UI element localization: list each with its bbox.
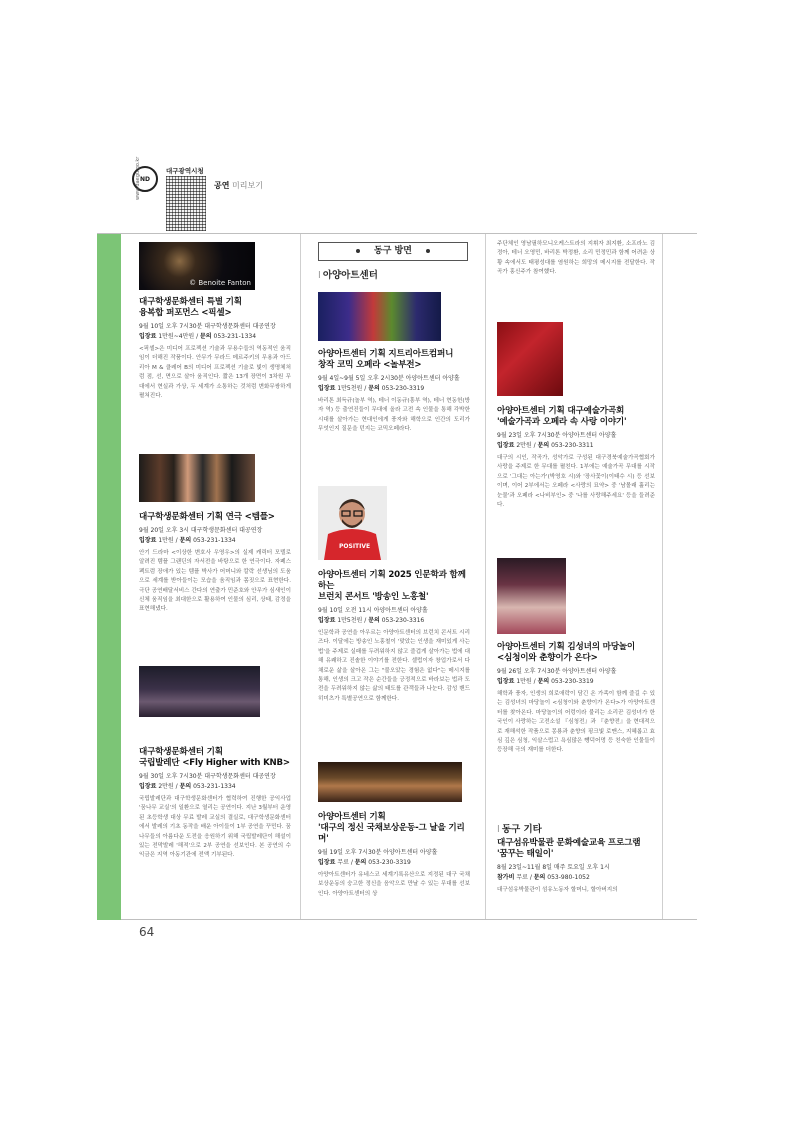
title-line: 아양아트센터 기획 지트리아트컴퍼니: [318, 349, 454, 359]
bullet-icon: [426, 249, 430, 253]
price-label: 입장료: [318, 858, 336, 866]
section-box-label: 동구 방면: [374, 246, 412, 256]
section-box-dong-gu: [318, 242, 468, 261]
article-date: 9월 4일~9월 5일 오후 2시30분 아양아트센터 아양홀: [318, 375, 460, 382]
article-price: 입장료 1만5천원 / 문의 053-230-3319: [318, 384, 425, 392]
subhead-ayang: [318, 267, 378, 281]
price-label: 입장료: [318, 616, 336, 624]
subhead-donggu-etc: [497, 821, 542, 835]
section-title-bold: 공연: [214, 181, 230, 190]
article-date: 9월 10일 오전 11시 아양아트센터 아양홀: [318, 607, 428, 614]
logo-text: ND: [139, 175, 150, 183]
shirt-text: POSITIVE: [339, 543, 371, 550]
article-price: 입장료 1만원 / 문의 053-231-1334: [139, 536, 236, 544]
contact-label: 문의: [537, 441, 550, 449]
title-line: 창작 코믹 오페라 <놀부전>: [318, 360, 422, 370]
web-url: www.daegu.go.kr: [135, 156, 141, 200]
article-title: [318, 349, 470, 371]
price-value: 1만5천원: [337, 384, 363, 392]
article-art-song: [497, 322, 655, 510]
contact-label: 문의: [368, 384, 380, 392]
article-date: 9월 20일 오후 3시 대구학생문화센터 대공연장: [139, 527, 263, 534]
article-description: <픽셀>은 미디어 프로젝션 기술과 무용수들의 역동적인 움직임이 더해진 작품이다. 안무가 무라드 메르주키의 무용과 아드리아 M & 클레어 B의 미디어 프로젝션 기술로 빛이 생명체처럼 점, 선, 면으로 살아 움직인다. 짧은 13개 장면이 3차원 무대에서 현실과 가상, 두 세계가 소통하는 것처럼 변화무쌍하게 펼쳐진다.: [139, 346, 291, 400]
article-title: [139, 512, 291, 523]
article-description: 국립발레단과 대구학생문화센터가 협력하여 진행한 공익사업 '꿈나무 교실'의 일환으로 열리는 공연이다. 지난 3월부터 운영된 초등학생 대상 무료 발레 교실의 결실로, 대구학생문화센터에서 발레의 기초 동작을 배운 아이들이 1부 공연을 꾸민다. 꿈나무들의 아름다운 도전을 응원하기 위해 국립발레단이 해설이 있는 전막발레 '해적'으로 2부 공연을 선보인다. 본 공연의 수익금은 지역 아동기관에 전액 기부된다.: [139, 796, 291, 859]
title-line: 대구학생문화센터 기획 연극 <템플>: [139, 512, 275, 522]
title-line: 대구학생문화센터 기획: [139, 747, 223, 757]
green-side-bar-lower: [97, 520, 121, 920]
contact-value: 053-231-1334: [193, 782, 236, 790]
photo-poster: [497, 322, 563, 396]
price-value: 1만원: [516, 677, 532, 685]
article-title: [497, 838, 655, 860]
price-value: 1만원: [158, 536, 174, 544]
article-title: [139, 297, 291, 319]
article-price: 입장료 무료 / 문의 053-230-3319: [318, 858, 411, 866]
article-price: 입장료 2만원 / 문의 053-230-3311: [497, 441, 594, 449]
photo-temple-play: [139, 454, 255, 502]
contact-label: 문의: [533, 873, 546, 881]
price-value: 2만원: [158, 782, 174, 790]
article-date: 9월 23일 오후 7시30분 아양아트센터 아양홀: [497, 432, 617, 439]
bar-icon: I: [318, 270, 321, 281]
article-price: 참가비 무료 / 문의 053-980-1052: [497, 873, 590, 881]
title-line: 아양아트센터 기획 2025 인문학과 함께하는: [318, 570, 466, 591]
contact-value: 053-230-3319: [551, 677, 594, 685]
footer-divider: [121, 919, 697, 920]
article-date: 9월 26일 오후 7시30분 아양아트센터 아양홀: [497, 668, 617, 675]
article-title: [497, 406, 655, 428]
green-side-bar: [97, 234, 121, 520]
article-date: 8월 23일~11월 8일 매주 토요일 오후 1시: [497, 864, 610, 871]
photo-orchestra: [318, 762, 462, 802]
title-line: '예술가곡과 오페라 속 사랑 이야기': [497, 417, 627, 427]
contact-value: 053-231-1334: [193, 536, 236, 544]
article-description: 아양아트센터가 유네스코 세계기록유산으로 지정된 대구 국채보상운동의 숭고한 정신을 음악으로 만날 수 있는 무대를 선보인다. 아양아트센터의 상: [318, 872, 470, 897]
continued-text: [497, 240, 655, 278]
city-name: 대구광역시청: [166, 167, 204, 175]
price-label: 입장료: [497, 677, 515, 685]
article-description: 주단체인 영남필하모니오케스트라의 지휘자 최지환, 소프라노 김정아, 테너 오영민, 바리톤 박정환, 소리 민정민과 함께 어려운 상황 속에서도 태평성대를 염원하는 희망의 메시지를 전달한다. 작곡가 홍신주가 참여했다.: [497, 241, 655, 276]
contact-value: 053-980-1052: [547, 873, 590, 881]
price-label: 입장료: [139, 782, 157, 790]
section-title-light: 미리보기: [232, 181, 263, 190]
price-value: 무료: [337, 858, 349, 866]
article-description: 해학과 풍자, 인생의 희로애락이 담긴 온 가족이 함께 즐길 수 있는 김성녀의 마당놀이 <심청이와 춘향이가 온다>가 아양아트센터를 찾아온다. 마당놀이의 어렁이라 불리는 소리꾼 김성녀가 한국인이 사랑하는 고전소설 『심청전』과 『춘향전』을 현대적으로 재해석한 작품으로 몽룡과 춘향의 핑크빛 로맨스, 지혜롭고 효심 깊은 심청, 익살스럽고 욕심많은 뺑덕어멍 등 친숙한 인물들이 등장해 극의 재미를 더한다.: [497, 691, 655, 754]
title-line: 대구섬유박물관 문화예술교육 프로그램: [497, 838, 641, 848]
contact-label: 문의: [179, 782, 192, 790]
title-line: 융복합 퍼포먼스 <픽셀>: [139, 308, 232, 318]
article-date: 9월 10일 오후 7시30분 대구학생문화센터 대공연장: [139, 323, 276, 330]
qr-code-icon: [166, 176, 206, 231]
article-description: 대구의 시인, 작곡가, 성악가로 구성된 대구경북예술가곡협회가 사랑을 주제로 한 무대를 펼친다. 1부에는 예술가곡 무대를 시작으로 '그대는 아는가'(박영호 시)와 '장사꽃이(이태수 시) 등 선보이며, 이어 2부에서는 오페라 <사랑의 묘약> 중 '남몰래 흘리는 눈물'과 오페라 <나비부인> 중 '나를 사랑해주세요' 등을 들려준다.: [497, 455, 655, 509]
price-value: 2만원: [516, 441, 532, 449]
article-temple: [139, 454, 291, 615]
article-title: [318, 812, 470, 845]
column-divider-1: [300, 234, 301, 919]
price-value: 1만원~4만원: [158, 332, 195, 340]
contact-value: 053-230-3316: [381, 616, 425, 624]
photo-ballet: [139, 666, 260, 717]
photo-comic-opera: [318, 292, 441, 341]
title-line: 브런치 콘서트 '방송인 노홍철': [318, 592, 429, 602]
title-line: 아양아트센터 기획: [318, 812, 386, 822]
article-brunch-concert: [318, 486, 470, 704]
article-price: 입장료 1만원 / 문의 053-230-3319: [497, 677, 594, 685]
article-title: [318, 570, 470, 603]
contact-label: 문의: [368, 616, 380, 624]
person-illustration: [318, 486, 387, 560]
article-textile-museum: [497, 838, 655, 895]
price-value: 1만5천원: [337, 616, 363, 624]
article-madang: [497, 558, 655, 756]
article-title: [497, 642, 655, 664]
price-label: 입장료: [139, 332, 157, 340]
title-line: 아양아트센터 기획 김성녀의 마당놀이: [497, 642, 636, 652]
photo-noh-hong-chul: [318, 486, 387, 560]
bullet-icon: [356, 249, 360, 253]
column-divider-3: [662, 234, 663, 919]
article-price: 입장료 2만원 / 문의 053-231-1334: [139, 782, 236, 790]
bar-icon: I: [497, 824, 500, 835]
contact-value: 053-231-1334: [213, 332, 257, 340]
title-line: '대구의 정신 국채보상운동-그 날을 기리며': [318, 823, 465, 844]
article-price: 입장료 1만원~4만원 / 문의 053-231-1334: [139, 332, 257, 340]
price-label: 입장료: [139, 536, 157, 544]
contact-label: 문의: [537, 677, 550, 685]
photo-credit: © Benoite Fanton: [189, 279, 251, 287]
article-pixel: [139, 242, 291, 401]
article-title: [139, 747, 291, 769]
article-description: 인문학과 공연을 아우르는 아양아트센터의 브런치 콘서트 시리즈다. 이달에는 방송인 노홍철이 '맞았는 인생을 재미있게 사는 법'을 주제로 실패를 두려워하지 않고 즐겁게 살아가는 법에 대해 유쾌하고 진솔한 이야기를 전한다. 셀럽이자 창업가로서 다채로운 삶을 살아온 그는 "불오았는 경험은 없다"는 메시지를 통해, 인생의 크고 작은 순간들을 긍정적으로 바라보는 법과 도전을 두려워하지 않는 삶의 태도를 관객들과 나눈다. 감성 밴드 히미츠가 특별공연으로 함께한다.: [318, 630, 470, 702]
article-description: 안기 드라마 <이상한 변호사 우영우>의 실제 캐릭터 모델로 알려진 템플 그랜딘의 자서전을 바탕으로 한 연극이다. 자폐스펙트럼 장애가 있는 템플 박사가 어머니와 칼락 선생님의 도움으로 세계를 받아들이는 모습을 움직임과 몸짓으로 표현한다. 극단 공연배달서비스 간다의 연출가 민준호와 안무가 심새인이 신체 움직임을 최대한으로 활용하여 인물의 심리, 상태, 감정을 표현해냈다.: [139, 550, 291, 613]
column-divider-2: [485, 234, 486, 919]
title-line: 국립발레단 <Fly Higher with KNB>: [139, 758, 290, 768]
page-number: 64: [139, 925, 155, 939]
price-value: 무료: [516, 873, 528, 881]
contact-label: 문의: [179, 536, 192, 544]
article-date: 9월 19일 오후 7시30분 아양아트센터 아양홀: [318, 849, 438, 856]
title-line: 대구학생문화센터 특별 기획: [139, 297, 242, 307]
article-knb: [139, 666, 291, 861]
article-date: 9월 30일 오후 7시30분 대구학생문화센터 대공연장: [139, 773, 276, 780]
photo-madangnori: [497, 558, 566, 634]
title-line: <심청이와 춘향이가 온다>: [497, 653, 598, 663]
subhead-label: 동구 기타: [501, 824, 542, 835]
article-description: 대구섬유박물관이 섬유노동자 할머니, 할아버지의: [497, 887, 618, 893]
price-label: 입장료: [318, 384, 336, 392]
photo-pixel-performance: [139, 242, 255, 290]
contact-label: 문의: [200, 332, 212, 340]
contact-value: 053-230-3319: [368, 858, 411, 866]
title-line: '꿈꾸는 태일이': [497, 849, 554, 859]
contact-value: 053-230-3311: [551, 441, 594, 449]
contact-label: 문의: [354, 858, 367, 866]
price-label: 입장료: [497, 441, 515, 449]
contact-value: 053-230-3319: [381, 384, 425, 392]
article-price: 입장료 1만5천원 / 문의 053-230-3316: [318, 616, 425, 624]
subhead-label: 아양아트센터: [322, 270, 378, 281]
article-gukchae: [318, 762, 470, 899]
article-nolbu: [318, 292, 470, 435]
article-description: 바리톤 최득규(놀부 역), 테너 이동규(흥부 역), 테너 현동헌(방자 역) 등 출연진들이 무대에 올라 고전 속 인물을 통해 각박한 시대를 살아가는 현대인에게 풍자와 해학으로 인간의 도리가 무엇인지 질문을 던지는 코믹오페라다.: [318, 398, 470, 433]
section-title: [214, 180, 263, 191]
price-label: 참가비: [497, 873, 515, 881]
title-line: 아양아트센터 기획 대구예술가곡회: [497, 406, 625, 416]
header-divider: [97, 233, 697, 234]
